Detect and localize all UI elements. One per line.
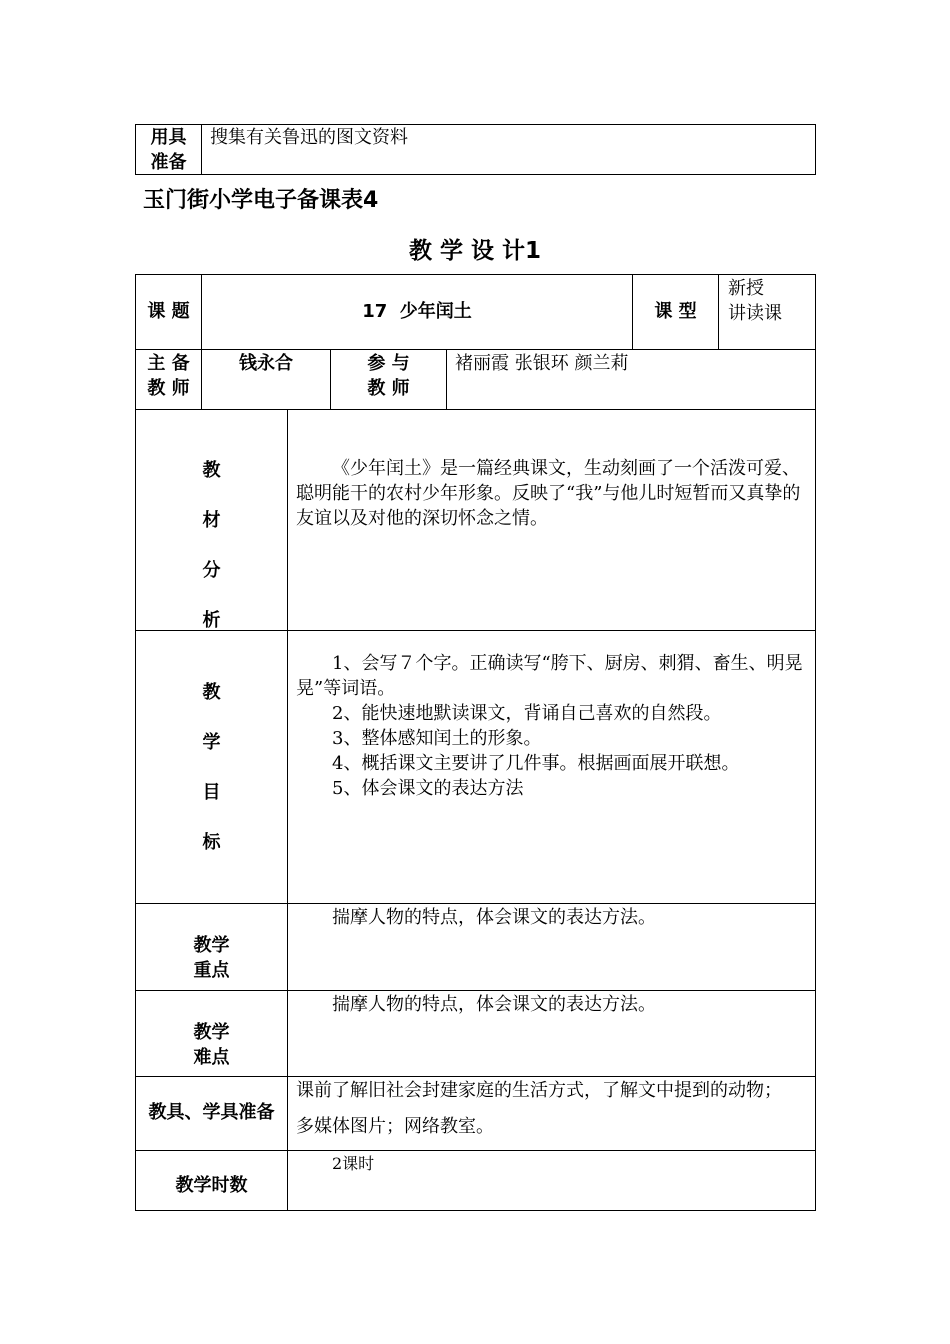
design-title: 教 学 设 计1 xyxy=(408,238,542,264)
objective-item: 1、会写７个字。正确读写“胯下、厨房、刺猬、畜生、明晃晃”等词语。 xyxy=(296,653,803,699)
hours-value: 2课时 xyxy=(332,1154,375,1173)
school-title: 玉门街小学电子备课表4 xyxy=(143,188,379,213)
main-teacher-value: 钱永合 xyxy=(239,353,293,374)
join-teacher-label: 参 与 教 师 xyxy=(367,353,410,399)
type-value: 新授 讲读课 xyxy=(728,278,782,324)
objective-item: 3、整体感知闰土的形象。 xyxy=(332,728,542,749)
difficulties-label: 教学 难点 xyxy=(193,1022,230,1068)
difficulties-text: 揣摩人物的特点，体会课文的表达方法。 xyxy=(332,994,656,1015)
objectives-label: 教 学 目 标 xyxy=(202,682,221,853)
join-teacher-value: 褚丽霞 张银环 颜兰莉 xyxy=(455,353,629,374)
objective-item: 5、体会课文的表达方法 xyxy=(332,778,524,799)
material-text-box xyxy=(296,456,810,531)
hours-label: 教学时数 xyxy=(175,1175,248,1196)
type-label: 课 型 xyxy=(654,301,697,322)
main-teacher-label: 主 备 教 师 xyxy=(147,353,190,399)
objective-item: 4、概括课文主要讲了几件事。根据画面展开联想。 xyxy=(332,753,740,774)
material-text: 《少年闰土》是一篇经典课文，生动刻画了一个活泼可爱、聪明能干的农村少年形象。反映了“我”与他儿时短暂而又真挚的友谊以及对他的深切怀念之情。 xyxy=(296,458,801,529)
material-label: 教 材 分 析 xyxy=(202,460,221,631)
topic-value: 17 少年闰土 xyxy=(362,301,472,322)
objectives-list xyxy=(296,651,810,801)
tools-text: 课前了解旧社会封建家庭的生活方式，了解文中提到的动物； 多媒体图片；网络教室。 xyxy=(296,1080,782,1137)
key-points-label: 教学 重点 xyxy=(193,935,230,981)
prep-content: 搜集有关鲁迅的图文资料 xyxy=(210,127,408,148)
prep-label: 用具 准备 xyxy=(150,127,187,173)
key-points-text: 揣摩人物的特点，体会课文的表达方法。 xyxy=(332,907,656,928)
objective-item: 2、能快速地默读课文，背诵自己喜欢的自然段。 xyxy=(332,703,722,724)
topic-label: 课 题 xyxy=(147,301,190,322)
tools-label: 教具、学具准备 xyxy=(148,1102,275,1123)
